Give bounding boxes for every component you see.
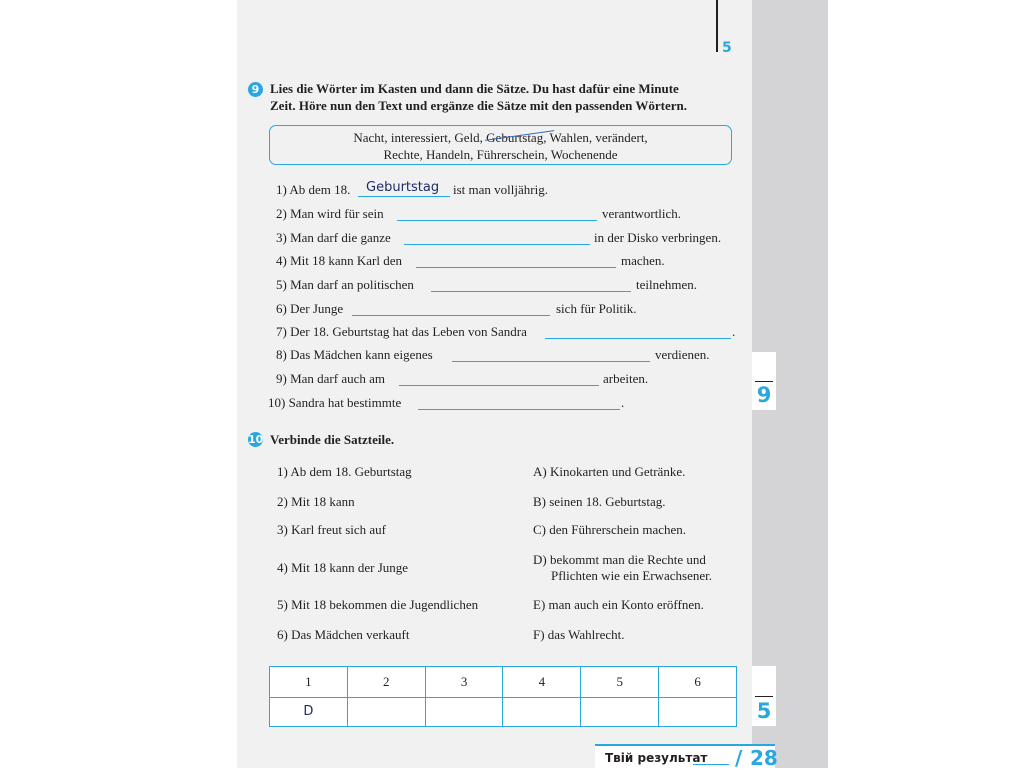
answer-blank-5[interactable] [431, 291, 631, 292]
sentence-1-end: ist man volljährig. [453, 182, 548, 197]
result-blank[interactable] [693, 764, 729, 765]
sentence-10-end: . [621, 395, 625, 410]
answer-blank-4[interactable] [416, 267, 616, 268]
crossed-out-word: Geburtstag [486, 130, 544, 145]
answer-cell-5[interactable] [581, 697, 659, 726]
match-left-5: 5) Mit 18 bekommen die Jugendlichen [277, 597, 479, 612]
match-left-2: 2) Mit 18 kann [277, 494, 355, 509]
answer-cell-6[interactable] [659, 697, 737, 726]
answer-cell-3[interactable] [425, 697, 503, 726]
word-list-part: , Wahlen, verändert, [543, 130, 648, 145]
exercise-9-max-score: 9 [756, 383, 772, 407]
sentence-4-end: machen. [621, 253, 665, 268]
match-right-c: C) den Führerschein machen. [533, 522, 687, 537]
answer-cell-1[interactable]: D [270, 697, 348, 726]
sentence-4-start: 4) Mit 18 kann Karl den [276, 253, 403, 268]
answer-table-header: 5 [581, 667, 659, 698]
answer-blank-3[interactable] [404, 244, 590, 245]
result-label: Твій результат [605, 751, 708, 765]
score-divider [755, 381, 773, 382]
answer-blank-1[interactable] [358, 196, 450, 197]
word-box-line2: Rechte, Handeln, Führerschein, Wochenende [383, 147, 618, 162]
match-right-f: F) das Wahlrecht. [533, 627, 625, 642]
answer-table [269, 666, 737, 727]
sentence-8-end: verdienen. [655, 347, 710, 362]
result-max: 28 [750, 746, 778, 770]
answer-cell-4[interactable] [503, 697, 581, 726]
sentence-2-end: verantwortlich. [602, 206, 682, 221]
answer-table-header: 6 [659, 667, 737, 698]
match-left-3: 3) Karl freut sich auf [277, 522, 387, 537]
sentence-6-start: 6) Der Junge [276, 301, 344, 316]
match-right-d-line1: D) bekommt man die Rechte und [533, 552, 706, 567]
sentence-5-end: teilnehmen. [636, 277, 698, 292]
exercise-9-number: 9 [248, 82, 263, 97]
word-box-line1 [270, 129, 731, 146]
answer-table-header: 4 [503, 667, 581, 698]
exercise-10-max-score: 5 [756, 699, 772, 723]
match-right-a: A) Kinokarten und Getränke. [533, 464, 686, 479]
answer-blank-6[interactable] [352, 315, 550, 316]
sentence-9-end: arbeiten. [603, 371, 649, 386]
result-slash: / [735, 746, 743, 770]
answer-blank-8[interactable] [452, 361, 650, 362]
match-left-6: 6) Das Mädchen verkauft [277, 627, 410, 642]
sentence-1-start: 1) Ab dem 18. [276, 182, 351, 197]
exercise-10-score-box [752, 666, 776, 726]
sentence-6-end: sich für Politik. [556, 301, 637, 316]
word-box [269, 125, 732, 165]
score-divider [755, 696, 773, 697]
exercise-10-title: Verbinde die Satzteile. [270, 432, 395, 447]
sentence-3-start: 3) Man darf die ganze [276, 230, 391, 245]
sentence-3-end: in der Disko verbringen. [594, 230, 722, 245]
exercise-9-title-line1: Lies die Wörter im Kasten und dann die Sätze. Du hast dafür eine Minute [270, 81, 679, 96]
exercise-9-score-box [752, 352, 776, 410]
answer-table-header: 1 [270, 667, 348, 698]
answer-blank-9[interactable] [399, 385, 599, 386]
sentence-2-start: 2) Man wird für sein [276, 206, 384, 221]
answer-blank-10[interactable] [418, 409, 620, 410]
answer-blank-7[interactable] [545, 338, 731, 339]
answer-table-header: 3 [425, 667, 503, 698]
word-list-part: Nacht, interessiert, Geld, [353, 130, 487, 145]
sentence-7-end: . [732, 324, 736, 339]
page-divider [716, 0, 718, 52]
match-right-d-line2: Pflichten wie ein Erwachsener. [551, 568, 712, 583]
answer-1-handwritten: Geburtstag [366, 180, 440, 195]
answer-blank-2[interactable] [397, 220, 597, 221]
exercise-9-title-line2: Zeit. Höre nun den Text und ergänze die Sätze mit den passenden Wörtern. [270, 98, 687, 113]
match-right-e: E) man auch ein Konto eröffnen. [533, 597, 704, 612]
answer-table-header-row [270, 667, 737, 698]
total-result [595, 744, 778, 770]
match-right-b: B) seinen 18. Geburtstag. [533, 494, 666, 509]
match-left-4: 4) Mit 18 kann der Junge [277, 560, 409, 575]
sentence-8-start: 8) Das Mädchen kann eigenes [276, 347, 433, 362]
answer-table-header: 2 [347, 667, 425, 698]
answer-cell-2[interactable] [347, 697, 425, 726]
match-left-1: 1) Ab dem 18. Geburtstag [277, 464, 412, 479]
exercise-10-number: 10 [248, 433, 264, 446]
sentence-9-start: 9) Man darf auch am [276, 371, 386, 386]
sentence-10-start: 10) Sandra hat bestimmte [268, 395, 402, 410]
sentence-5-start: 5) Man darf an politischen [276, 277, 414, 292]
page-number: 5 [722, 40, 732, 56]
sentence-7-start: 7) Der 18. Geburtstag hat das Leben von Sandra [276, 324, 527, 339]
answer-table-answer-row [270, 697, 737, 726]
